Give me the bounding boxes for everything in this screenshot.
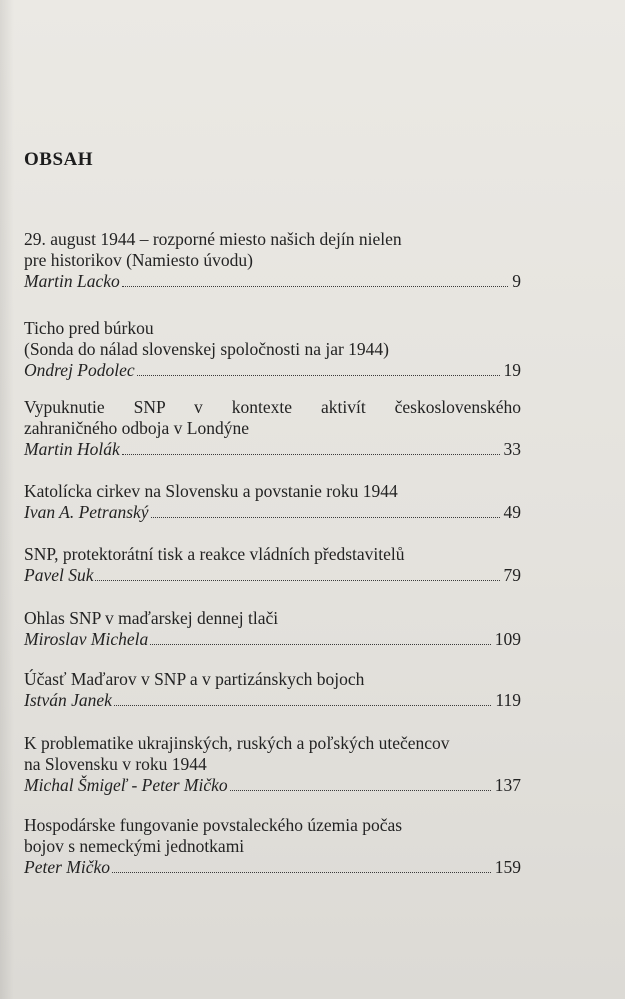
dot-leader (150, 643, 490, 645)
entry-title-line: Ohlas SNP v maďarskej dennej tlači (24, 608, 279, 628)
entry-page-number: 79 (503, 565, 521, 585)
entry-title-line: bojov s nemeckými jednotkami (24, 836, 245, 856)
entry-author-row (24, 690, 521, 711)
toc-entry (24, 669, 521, 711)
toc-entry (24, 481, 521, 523)
toc-entry (24, 608, 521, 650)
dot-leader (122, 285, 508, 287)
entry-page-number: 137 (494, 775, 521, 795)
toc-entry (24, 733, 521, 796)
entry-author-row (24, 629, 521, 650)
entry-author: Pavel Suk (24, 565, 94, 585)
entry-page-number: 119 (495, 690, 521, 710)
entry-author-row (24, 502, 521, 523)
entry-page-number: 49 (503, 502, 521, 522)
entry-title-line: pre historikov (Namiesto úvodu) (24, 250, 253, 270)
dot-leader (112, 871, 491, 873)
dot-leader (151, 516, 500, 518)
dot-leader (230, 789, 491, 791)
entry-title-line: Účasť Maďarov v SNP a v partizánskych bojoch (24, 669, 365, 689)
entry-title-line: K problematike ukrajinských, ruských a poľských utečencov (24, 733, 450, 753)
entry-author-row (24, 857, 521, 878)
toc-entry (24, 544, 521, 586)
toc-entry (24, 815, 521, 878)
dot-leader (95, 579, 499, 581)
entry-author: Peter Mičko (24, 857, 110, 877)
page-title: OBSAH (24, 149, 94, 170)
entry-title-line: Vypuknutie SNP v kontexte aktivít československého (24, 397, 521, 417)
entry-author: Michal Šmigeľ - Peter Mičko (24, 775, 228, 795)
entry-page-number: 109 (494, 629, 521, 649)
toc-entry (24, 397, 521, 460)
entry-author: Ivan A. Petranský (24, 502, 149, 522)
dot-leader (114, 704, 491, 706)
entry-title-line: Ticho pred búrkou (24, 318, 154, 338)
entry-author: István Janek (24, 690, 112, 710)
entry-title-line: zahraničného odboja v Londýne (24, 418, 249, 438)
entry-page-number: 19 (503, 360, 521, 380)
entry-page-number: 159 (494, 857, 521, 877)
dot-leader (137, 374, 500, 376)
entry-author-row (24, 439, 521, 460)
toc-entry (24, 229, 521, 292)
toc-entry (24, 318, 521, 381)
entry-page-number: 9 (512, 271, 521, 291)
entry-title-line: na Slovensku v roku 1944 (24, 754, 207, 774)
dot-leader (122, 453, 500, 455)
entry-author: Martin Lacko (24, 271, 120, 291)
entry-title-line: 29. august 1944 – rozporné miesto našich dejín nielen (24, 229, 402, 249)
entry-author-row (24, 360, 521, 381)
entry-title-line: (Sonda do nálad slovenskej spoločnosti na jar 1944) (24, 339, 390, 359)
entry-author: Martin Holák (24, 439, 120, 459)
entry-author-row (24, 565, 521, 586)
entry-title-line: Hospodárske fungovanie povstaleckého územia počas (24, 815, 403, 835)
entry-author: Ondrej Podolec (24, 360, 135, 380)
entry-author-row (24, 271, 521, 292)
entry-page-number: 33 (503, 439, 521, 459)
entry-author: Miroslav Michela (24, 629, 149, 649)
entry-title-line: SNP, protektorátní tisk a reakce vládních představitelů (24, 544, 405, 564)
entry-author-row (24, 775, 521, 796)
page-shadow (0, 0, 14, 999)
entry-title-line: Katolícka cirkev na Slovensku a povstanie roku 1944 (24, 481, 398, 501)
